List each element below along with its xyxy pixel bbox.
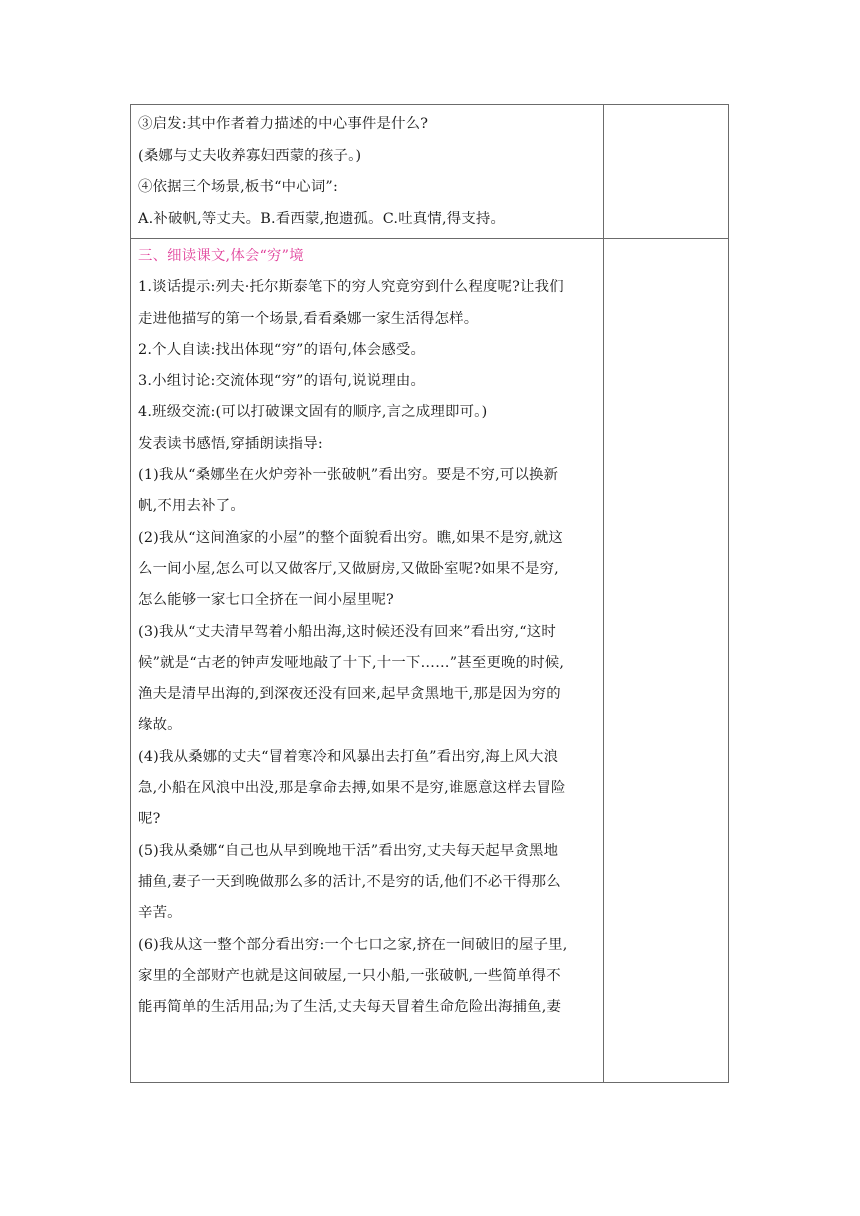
text-line: (5)我从桑娜“自己也从早到晚地干活”看出穷,丈夫每天起早贪黑地 — [138, 842, 559, 859]
text-line: 4.班级交流:(可以打破课文固有的顺序,言之成理即可。) — [138, 404, 488, 421]
text-line: A.补破帆,等丈夫。B.看西蒙,抱遗孤。C.吐真情,得支持。 — [138, 210, 506, 227]
text-line: (3)我从“丈夫清早驾着小船出海,这时候还没有回来”看出穷,“这时 — [138, 623, 556, 640]
text-line: (1)我从“桑娜坐在火炉旁补一张破帆”看出穷。要是不穷,可以换新 — [138, 467, 559, 484]
text-line: 渔夫是清早出海的,到深夜还没有回来,起早贪黑地干,那是因为穷的 — [138, 686, 561, 703]
section-heading: 三、细读课文,体会“穷”境 — [138, 248, 304, 264]
text-line: 急,小船在风浪中出没,那是拿命去搏,如果不是穷,谁愿意这样去冒险 — [138, 780, 566, 797]
text-line: 帆,不用去补了。 — [138, 498, 245, 515]
text-line: (6)我从这一整个部分看出穷:一个七口之家,挤在一间破旧的屋子里, — [138, 936, 568, 953]
table-row — [131, 105, 728, 239]
text-line: (桑娜与丈夫收养寡妇西蒙的孩子。) — [138, 147, 362, 164]
text-line: 呢? — [138, 811, 161, 828]
text-line: 1.谈话提示:列夫·托尔斯泰笔下的穷人究竟穷到什么程度呢?让我们 — [138, 279, 564, 296]
text-line: 能再简单的生活用品;为了生活,丈夫每天冒着生命危险出海捕鱼,妻 — [138, 999, 562, 1016]
text-line: ④依据三个场景,板书“中心词”: — [138, 179, 339, 196]
text-line: 么一间小屋,怎么可以又做客厅,又做厨房,又做卧室呢?如果不是穷, — [138, 560, 559, 577]
text-line: (2)我从“这间渔家的小屋”的整个面貌看出穷。瞧,如果不是穷,就这 — [138, 529, 564, 546]
lesson-plan-table — [130, 104, 729, 1083]
text-line: 走进他描写的第一个场景,看看桑娜一家生活得怎样。 — [138, 310, 479, 327]
text-line: 候”就是“古老的钟声发哑地敲了十下,十一下……”甚至更晚的时候, — [138, 654, 565, 671]
text-line: 缘故。 — [138, 717, 182, 734]
text-line: 辛苦。 — [138, 905, 182, 922]
content-cell — [131, 239, 604, 1082]
text-line: 3.小组讨论:交流体现“穷”的语句,说说理由。 — [138, 373, 426, 390]
text-line: 捕鱼,妻子一天到晚做那么多的活计,不是穷的话,他们不必干得那么 — [138, 873, 561, 890]
text-line: 2.个人自读:找出体现“穷”的语句,体会感受。 — [138, 341, 426, 358]
table-row — [131, 239, 728, 1082]
text-line: (4)我从桑娜的丈夫“冒着寒冷和风暴出去打鱼”看出穷,海上风大浪 — [138, 748, 559, 765]
notes-cell — [604, 239, 728, 1082]
notes-cell — [604, 105, 728, 238]
text-line: 怎么能够一家七口全挤在一间小屋里呢? — [138, 592, 394, 609]
text-line: 发表读书感悟,穿插朗读指导: — [138, 435, 323, 452]
content-cell — [131, 105, 604, 238]
text-line: ③启发:其中作者着力描述的中心事件是什么? — [138, 116, 429, 132]
text-line: 家里的全部财产也就是这间破屋,一只小船,一张破帆,一些简单得不 — [138, 967, 561, 984]
